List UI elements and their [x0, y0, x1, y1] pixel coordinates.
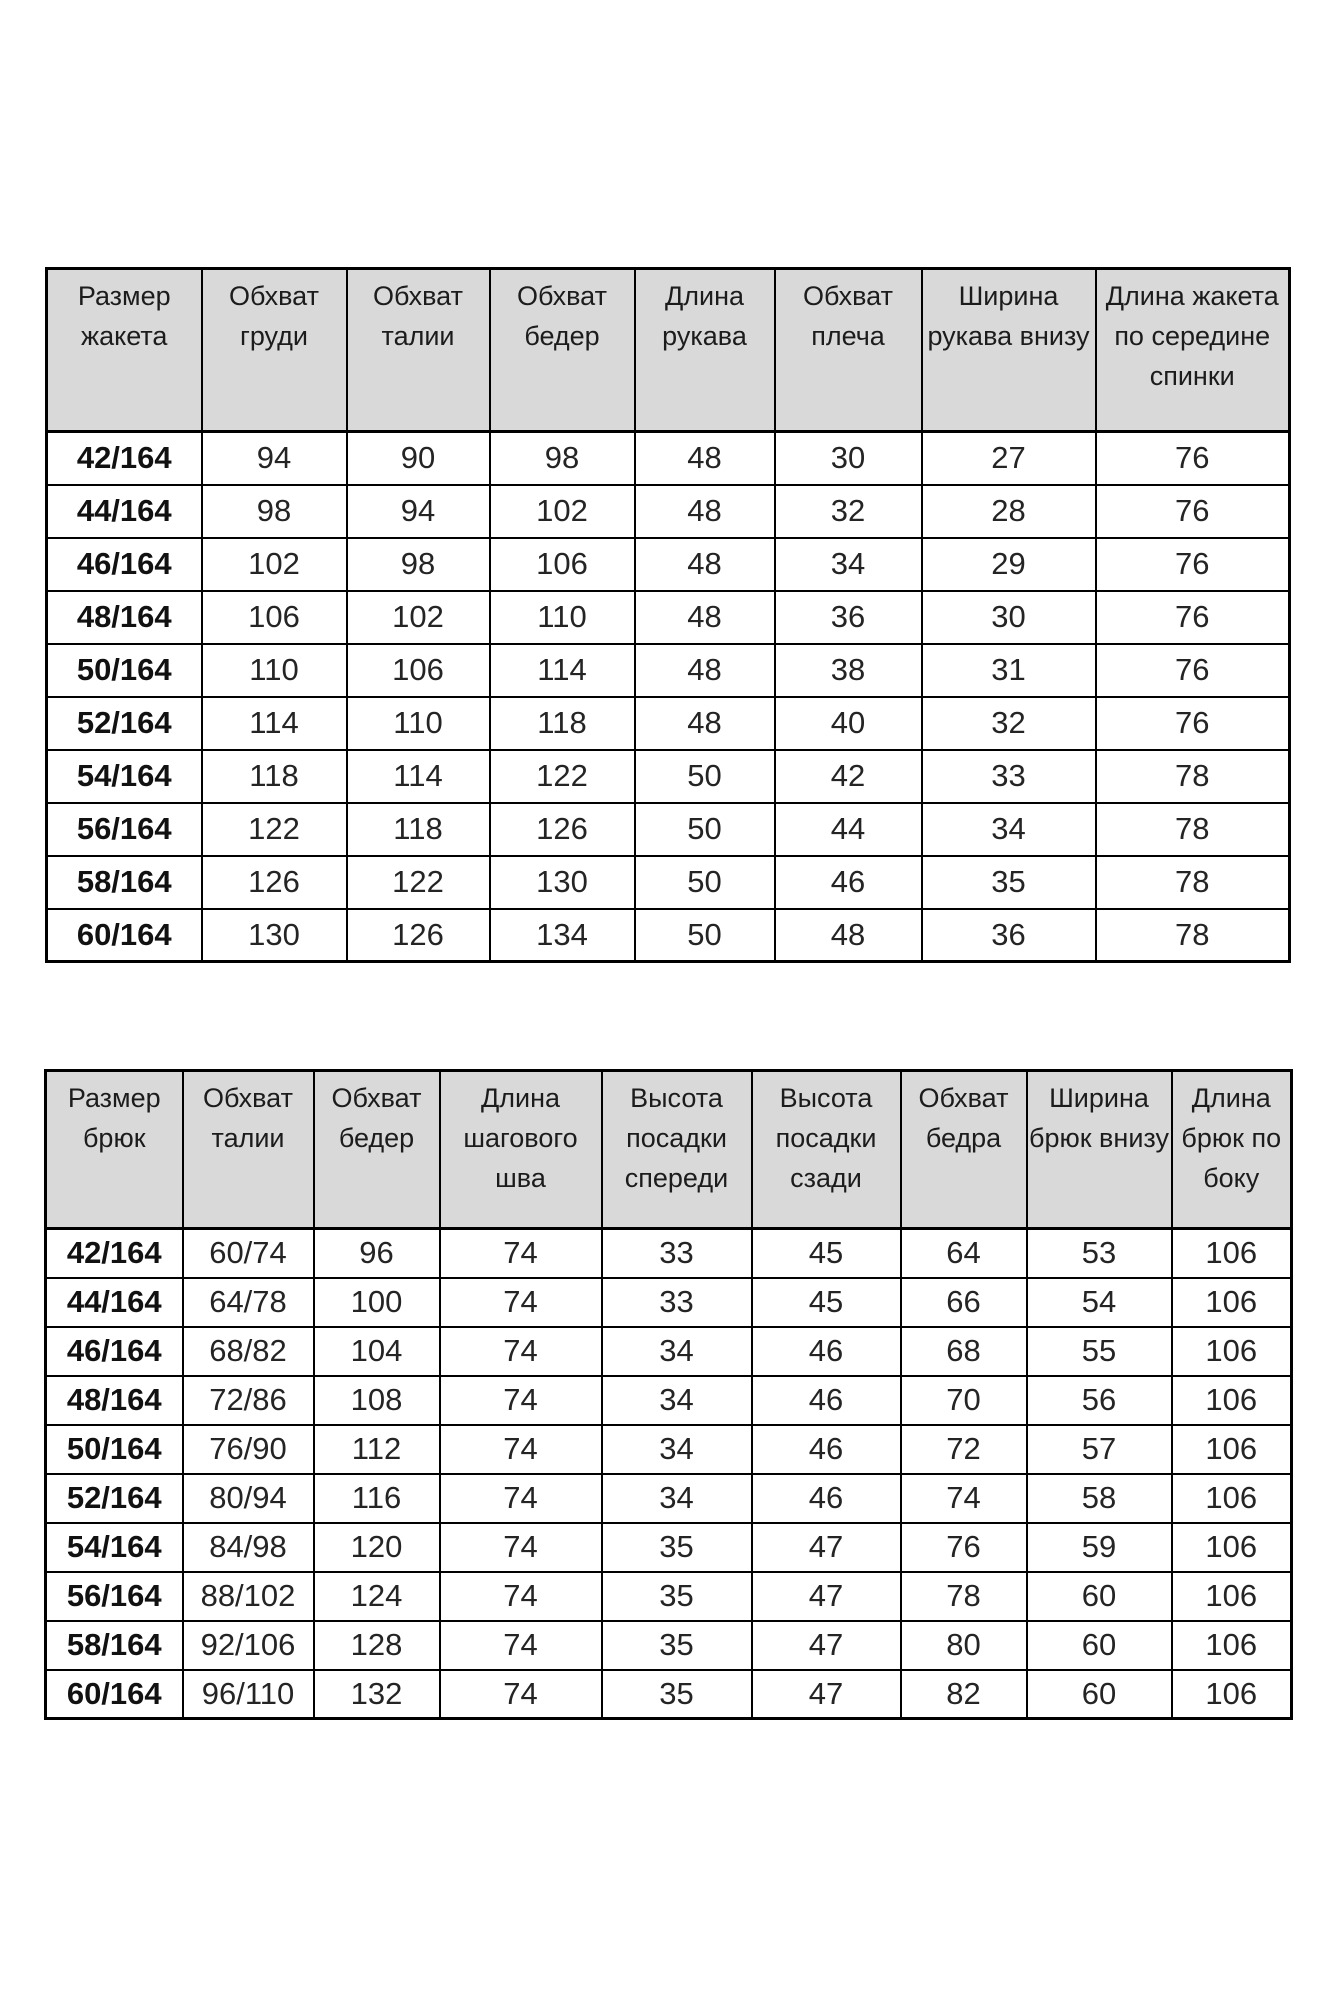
size-row — [46, 1621, 1292, 1670]
value-cell: 64/78 — [183, 1278, 314, 1327]
size-row — [47, 538, 1290, 591]
value-cell: 60 — [1027, 1670, 1172, 1719]
size-cell: 50/164 — [47, 644, 202, 697]
size-row — [47, 803, 1290, 856]
value-cell: 124 — [314, 1572, 440, 1621]
value-cell: 102 — [490, 485, 635, 538]
value-cell: 36 — [775, 591, 922, 644]
value-cell: 94 — [347, 485, 490, 538]
value-cell: 35 — [602, 1523, 752, 1572]
size-row — [47, 485, 1290, 538]
value-cell: 50 — [635, 750, 775, 803]
size-row — [47, 432, 1290, 485]
size-cell: 60/164 — [46, 1670, 183, 1719]
value-cell: 34 — [922, 803, 1096, 856]
size-cell: 48/164 — [46, 1376, 183, 1425]
value-cell: 114 — [490, 644, 635, 697]
value-cell: 68/82 — [183, 1327, 314, 1376]
header-cell: Обхват бедер — [314, 1071, 440, 1229]
value-cell: 32 — [775, 485, 922, 538]
size-row — [46, 1278, 1292, 1327]
jacket-size-table — [45, 267, 1291, 963]
value-cell: 76 — [901, 1523, 1027, 1572]
size-cell: 46/164 — [47, 538, 202, 591]
size-cell: 58/164 — [47, 856, 202, 909]
size-cell: 60/164 — [47, 909, 202, 962]
size-row — [46, 1474, 1292, 1523]
value-cell: 76 — [1096, 644, 1290, 697]
size-row — [47, 591, 1290, 644]
value-cell: 64 — [901, 1229, 1027, 1278]
value-cell: 48 — [635, 485, 775, 538]
value-cell: 59 — [1027, 1523, 1172, 1572]
size-row — [47, 750, 1290, 803]
value-cell: 106 — [1172, 1327, 1292, 1376]
value-cell: 58 — [1027, 1474, 1172, 1523]
value-cell: 47 — [752, 1523, 901, 1572]
value-cell: 34 — [602, 1425, 752, 1474]
value-cell: 57 — [1027, 1425, 1172, 1474]
header-cell: Обхват плеча — [775, 269, 922, 432]
value-cell: 74 — [440, 1621, 602, 1670]
value-cell: 106 — [202, 591, 347, 644]
value-cell: 60 — [1027, 1572, 1172, 1621]
value-cell: 66 — [901, 1278, 1027, 1327]
value-cell: 35 — [922, 856, 1096, 909]
value-cell: 76 — [1096, 485, 1290, 538]
value-cell: 82 — [901, 1670, 1027, 1719]
value-cell: 53 — [1027, 1229, 1172, 1278]
value-cell: 68 — [901, 1327, 1027, 1376]
value-cell: 110 — [490, 591, 635, 644]
value-cell: 96/110 — [183, 1670, 314, 1719]
value-cell: 90 — [347, 432, 490, 485]
size-cell: 44/164 — [47, 485, 202, 538]
value-cell: 78 — [1096, 909, 1290, 962]
value-cell: 47 — [752, 1670, 901, 1719]
value-cell: 33 — [922, 750, 1096, 803]
size-row — [47, 909, 1290, 962]
value-cell: 76 — [1096, 538, 1290, 591]
value-cell: 72 — [901, 1425, 1027, 1474]
value-cell: 50 — [635, 909, 775, 962]
value-cell: 74 — [440, 1425, 602, 1474]
value-cell: 108 — [314, 1376, 440, 1425]
value-cell: 78 — [901, 1572, 1027, 1621]
value-cell: 27 — [922, 432, 1096, 485]
value-cell: 78 — [1096, 750, 1290, 803]
value-cell: 33 — [602, 1229, 752, 1278]
size-row — [47, 856, 1290, 909]
value-cell: 122 — [490, 750, 635, 803]
value-cell: 74 — [440, 1327, 602, 1376]
size-row — [46, 1523, 1292, 1572]
value-cell: 126 — [202, 856, 347, 909]
value-cell: 47 — [752, 1621, 901, 1670]
value-cell: 46 — [752, 1474, 901, 1523]
value-cell: 126 — [347, 909, 490, 962]
value-cell: 106 — [1172, 1376, 1292, 1425]
value-cell: 78 — [1096, 803, 1290, 856]
value-cell: 36 — [922, 909, 1096, 962]
header-row — [46, 1071, 1292, 1229]
value-cell: 55 — [1027, 1327, 1172, 1376]
value-cell: 32 — [922, 697, 1096, 750]
value-cell: 98 — [347, 538, 490, 591]
value-cell: 106 — [1172, 1425, 1292, 1474]
value-cell: 118 — [202, 750, 347, 803]
value-cell: 56 — [1027, 1376, 1172, 1425]
value-cell: 74 — [440, 1376, 602, 1425]
value-cell: 104 — [314, 1327, 440, 1376]
value-cell: 45 — [752, 1229, 901, 1278]
value-cell: 102 — [202, 538, 347, 591]
header-cell: Длина шагового шва — [440, 1071, 602, 1229]
value-cell: 122 — [202, 803, 347, 856]
header-cell: Длина брюк по боку — [1172, 1071, 1292, 1229]
value-cell: 42 — [775, 750, 922, 803]
value-cell: 106 — [1172, 1670, 1292, 1719]
value-cell: 40 — [775, 697, 922, 750]
value-cell: 54 — [1027, 1278, 1172, 1327]
value-cell: 76 — [1096, 591, 1290, 644]
value-cell: 76/90 — [183, 1425, 314, 1474]
value-cell: 110 — [347, 697, 490, 750]
value-cell: 112 — [314, 1425, 440, 1474]
header-cell: Обхват груди — [202, 269, 347, 432]
value-cell: 98 — [202, 485, 347, 538]
size-row — [46, 1327, 1292, 1376]
value-cell: 46 — [752, 1376, 901, 1425]
value-cell: 72/86 — [183, 1376, 314, 1425]
value-cell: 34 — [602, 1327, 752, 1376]
value-cell: 48 — [635, 432, 775, 485]
value-cell: 33 — [602, 1278, 752, 1327]
value-cell: 74 — [440, 1670, 602, 1719]
value-cell: 134 — [490, 909, 635, 962]
value-cell: 80 — [901, 1621, 1027, 1670]
value-cell: 47 — [752, 1572, 901, 1621]
size-row — [46, 1425, 1292, 1474]
value-cell: 48 — [635, 644, 775, 697]
value-cell: 50 — [635, 803, 775, 856]
value-cell: 106 — [490, 538, 635, 591]
value-cell: 30 — [922, 591, 1096, 644]
size-row — [46, 1670, 1292, 1719]
value-cell: 34 — [775, 538, 922, 591]
value-cell: 106 — [1172, 1621, 1292, 1670]
value-cell: 46 — [775, 856, 922, 909]
header-cell: Ширина брюк внизу — [1027, 1071, 1172, 1229]
value-cell: 35 — [602, 1670, 752, 1719]
value-cell: 29 — [922, 538, 1096, 591]
value-cell: 106 — [347, 644, 490, 697]
value-cell: 46 — [752, 1425, 901, 1474]
value-cell: 30 — [775, 432, 922, 485]
header-cell: Размер брюк — [46, 1071, 183, 1229]
value-cell: 106 — [1172, 1523, 1292, 1572]
value-cell: 74 — [440, 1572, 602, 1621]
value-cell: 116 — [314, 1474, 440, 1523]
header-cell: Обхват талии — [347, 269, 490, 432]
value-cell: 74 — [440, 1523, 602, 1572]
size-cell: 52/164 — [47, 697, 202, 750]
value-cell: 122 — [347, 856, 490, 909]
header-cell: Длина жакета по середине спинки — [1096, 269, 1290, 432]
trousers-size-table — [44, 1069, 1293, 1720]
value-cell: 60 — [1027, 1621, 1172, 1670]
header-cell: Обхват бедра — [901, 1071, 1027, 1229]
value-cell: 94 — [202, 432, 347, 485]
value-cell: 84/98 — [183, 1523, 314, 1572]
value-cell: 46 — [752, 1327, 901, 1376]
value-cell: 100 — [314, 1278, 440, 1327]
value-cell: 106 — [1172, 1278, 1292, 1327]
value-cell: 120 — [314, 1523, 440, 1572]
size-row — [47, 644, 1290, 697]
size-row — [46, 1229, 1292, 1278]
value-cell: 80/94 — [183, 1474, 314, 1523]
value-cell: 118 — [347, 803, 490, 856]
value-cell: 48 — [635, 538, 775, 591]
value-cell: 88/102 — [183, 1572, 314, 1621]
value-cell: 74 — [901, 1474, 1027, 1523]
value-cell: 130 — [202, 909, 347, 962]
size-row — [47, 697, 1290, 750]
value-cell: 31 — [922, 644, 1096, 697]
value-cell: 35 — [602, 1621, 752, 1670]
value-cell: 118 — [490, 697, 635, 750]
header-cell: Обхват бедер — [490, 269, 635, 432]
value-cell: 98 — [490, 432, 635, 485]
value-cell: 48 — [635, 591, 775, 644]
size-row — [46, 1572, 1292, 1621]
value-cell: 44 — [775, 803, 922, 856]
header-cell: Обхват талии — [183, 1071, 314, 1229]
size-cell: 54/164 — [47, 750, 202, 803]
header-row — [47, 269, 1290, 432]
value-cell: 48 — [635, 697, 775, 750]
size-cell: 46/164 — [46, 1327, 183, 1376]
value-cell: 74 — [440, 1229, 602, 1278]
size-cell: 44/164 — [46, 1278, 183, 1327]
size-cell: 56/164 — [47, 803, 202, 856]
value-cell: 114 — [347, 750, 490, 803]
value-cell: 106 — [1172, 1572, 1292, 1621]
value-cell: 45 — [752, 1278, 901, 1327]
value-cell: 70 — [901, 1376, 1027, 1425]
value-cell: 106 — [1172, 1474, 1292, 1523]
size-cell: 42/164 — [47, 432, 202, 485]
value-cell: 78 — [1096, 856, 1290, 909]
value-cell: 74 — [440, 1474, 602, 1523]
size-cell: 52/164 — [46, 1474, 183, 1523]
header-cell: Высота посадки сзади — [752, 1071, 901, 1229]
value-cell: 38 — [775, 644, 922, 697]
value-cell: 128 — [314, 1621, 440, 1670]
value-cell: 132 — [314, 1670, 440, 1719]
header-cell: Высота посадки спереди — [602, 1071, 752, 1229]
value-cell: 60/74 — [183, 1229, 314, 1278]
size-row — [46, 1376, 1292, 1425]
value-cell: 110 — [202, 644, 347, 697]
value-cell: 106 — [1172, 1229, 1292, 1278]
value-cell: 74 — [440, 1278, 602, 1327]
value-cell: 34 — [602, 1474, 752, 1523]
value-cell: 48 — [775, 909, 922, 962]
size-cell: 56/164 — [46, 1572, 183, 1621]
value-cell: 114 — [202, 697, 347, 750]
value-cell: 76 — [1096, 432, 1290, 485]
size-cell: 50/164 — [46, 1425, 183, 1474]
size-cell: 48/164 — [47, 591, 202, 644]
value-cell: 130 — [490, 856, 635, 909]
value-cell: 126 — [490, 803, 635, 856]
header-cell: Размер жакета — [47, 269, 202, 432]
value-cell: 34 — [602, 1376, 752, 1425]
value-cell: 92/106 — [183, 1621, 314, 1670]
header-cell: Длина рукава — [635, 269, 775, 432]
header-cell: Ширина рукава внизу — [922, 269, 1096, 432]
size-cell: 54/164 — [46, 1523, 183, 1572]
value-cell: 96 — [314, 1229, 440, 1278]
size-cell: 42/164 — [46, 1229, 183, 1278]
value-cell: 76 — [1096, 697, 1290, 750]
value-cell: 35 — [602, 1572, 752, 1621]
value-cell: 28 — [922, 485, 1096, 538]
value-cell: 50 — [635, 856, 775, 909]
value-cell: 102 — [347, 591, 490, 644]
size-cell: 58/164 — [46, 1621, 183, 1670]
